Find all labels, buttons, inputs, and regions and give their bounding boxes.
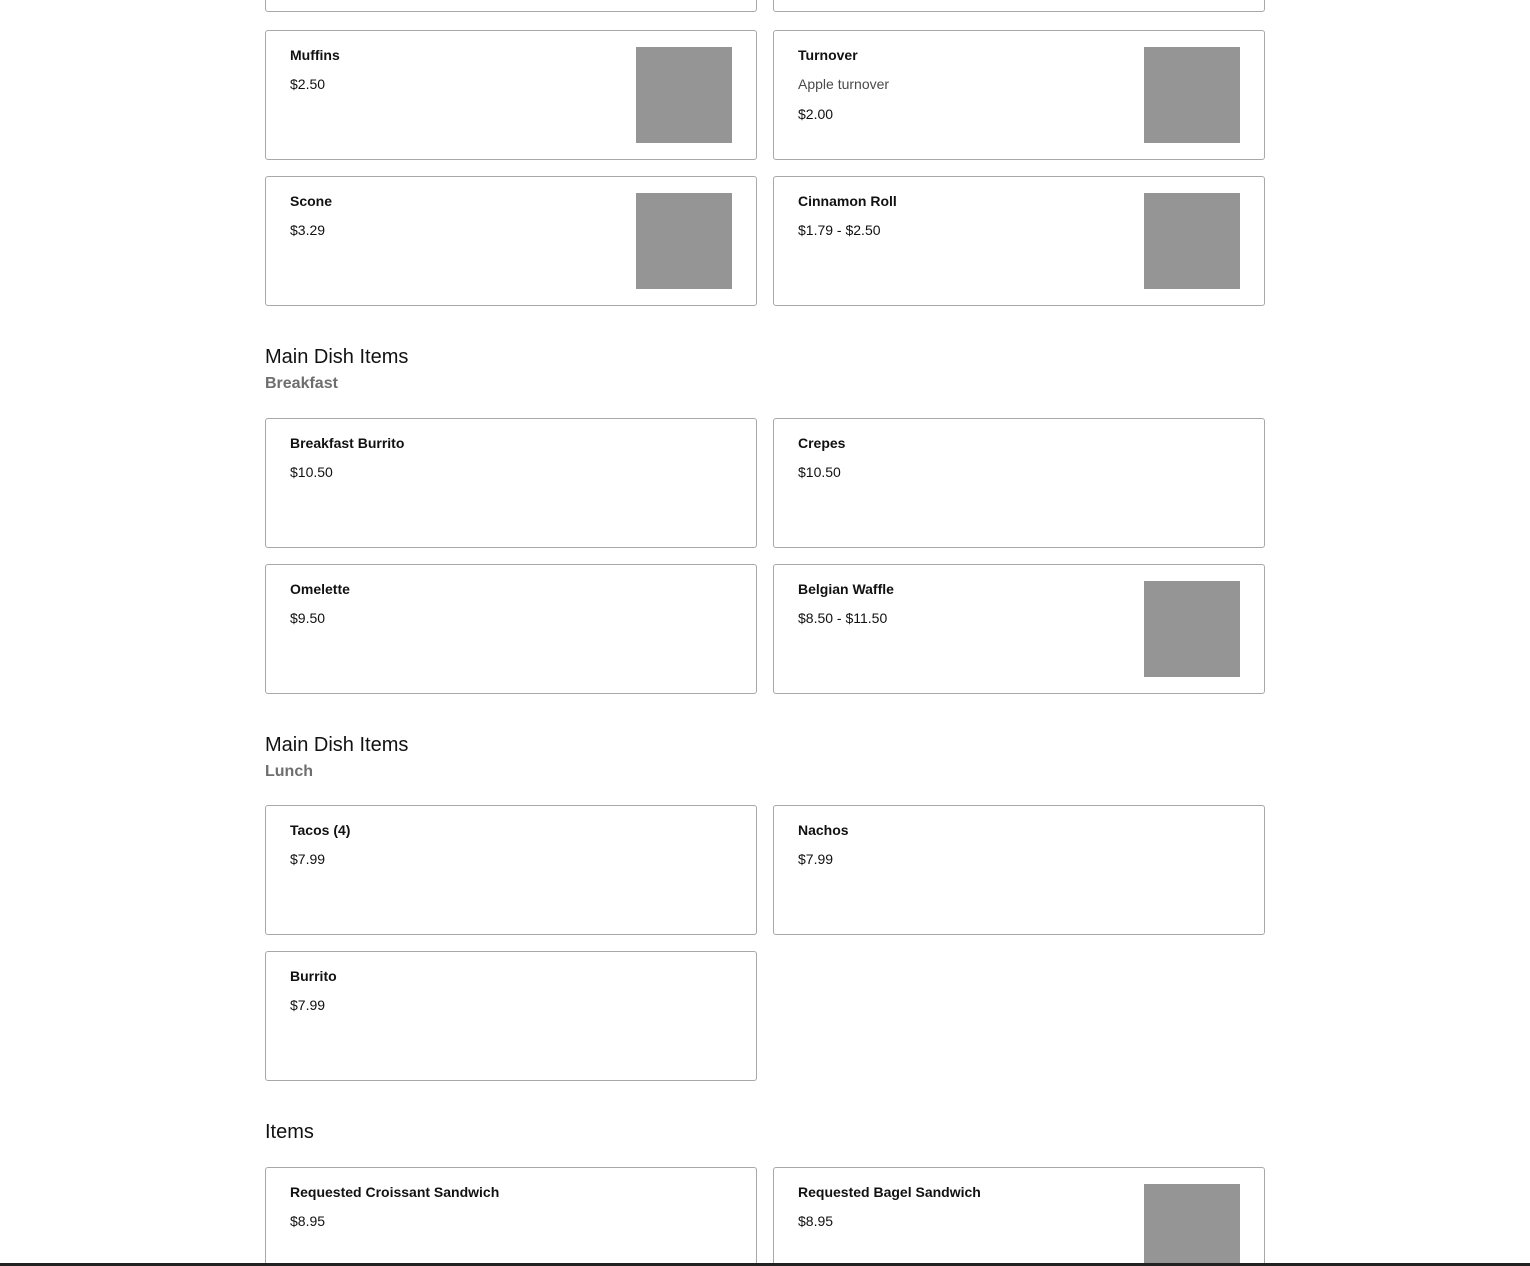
menu-item-card-burrito[interactable] — [265, 951, 757, 1081]
section-title-lunch: Main Dish Items — [265, 734, 409, 756]
menu-item-name: Crepes — [798, 435, 846, 451]
menu-item-name: Nachos — [798, 822, 849, 838]
menu-item-card-muffins[interactable] — [265, 30, 757, 160]
menu-item-price: $7.99 — [290, 997, 326, 1013]
section-subtitle-breakfast: Breakfast — [265, 375, 338, 392]
menu-item-name: Breakfast Burrito — [290, 435, 405, 451]
menu-item-name: Omelette — [290, 581, 350, 597]
menu-item-card-scone[interactable] — [265, 176, 757, 306]
menu-item-name: Tacos (4) — [290, 822, 351, 838]
section-subtitle-lunch: Lunch — [265, 763, 313, 780]
menu-item-card-belgian-waffle[interactable] — [773, 564, 1265, 694]
menu-item-name: Requested Bagel Sandwich — [798, 1184, 981, 1200]
menu-item-card-tacos[interactable] — [265, 805, 757, 935]
menu-item-card-breakfast-burrito[interactable] — [265, 418, 757, 548]
menu-item-price: $8.95 — [290, 1213, 326, 1229]
menu-item-card-bagel-sandwich[interactable] — [773, 1167, 1265, 1266]
menu-item-card-nachos[interactable] — [773, 805, 1265, 935]
menu-item-image — [636, 193, 732, 289]
menu-item-name: Burrito — [290, 968, 337, 984]
menu-item-card-crepes[interactable] — [773, 418, 1265, 548]
menu-item-card-turnover[interactable] — [773, 30, 1265, 160]
menu-item-price: $9.50 — [290, 610, 326, 626]
menu-item-price: $8.50 - $11.50 — [798, 610, 888, 626]
menu-item-price: $10.50 — [290, 464, 333, 480]
menu-item-card-partial[interactable] — [265, 0, 757, 12]
menu-item-card-croissant-sandwich[interactable] — [265, 1167, 757, 1266]
menu-item-price: $2.50 — [290, 76, 326, 92]
menu-item-price: $8.95 — [798, 1213, 834, 1229]
menu-item-image — [1144, 47, 1240, 143]
section-title-breakfast: Main Dish Items — [265, 346, 409, 368]
menu-item-image — [1144, 193, 1240, 289]
menu-item-price: $2.00 — [798, 106, 834, 122]
menu-item-name: Requested Croissant Sandwich — [290, 1184, 500, 1200]
menu-item-card-partial[interactable] — [773, 0, 1265, 12]
menu-item-card-cinnamon-roll[interactable] — [773, 176, 1265, 306]
menu-item-price: $10.50 — [798, 464, 841, 480]
menu-item-name: Belgian Waffle — [798, 581, 894, 597]
menu-item-name: Turnover — [798, 47, 858, 63]
menu-item-name: Muffins — [290, 47, 340, 63]
menu-item-price: $7.99 — [290, 851, 326, 867]
menu-item-image — [1144, 1184, 1240, 1266]
menu-item-description: Apple turnover — [798, 76, 890, 92]
section-title-items: Items — [265, 1121, 314, 1143]
menu-item-price: $3.29 — [290, 222, 326, 238]
menu-item-image — [636, 47, 732, 143]
menu-item-image — [1144, 581, 1240, 677]
menu-item-price: $7.99 — [798, 851, 834, 867]
menu-item-name: Cinnamon Roll — [798, 193, 897, 209]
menu-item-name: Scone — [290, 193, 333, 209]
menu-item-price: $1.79 - $2.50 — [798, 222, 881, 238]
menu-item-card-omelette[interactable] — [265, 564, 757, 694]
